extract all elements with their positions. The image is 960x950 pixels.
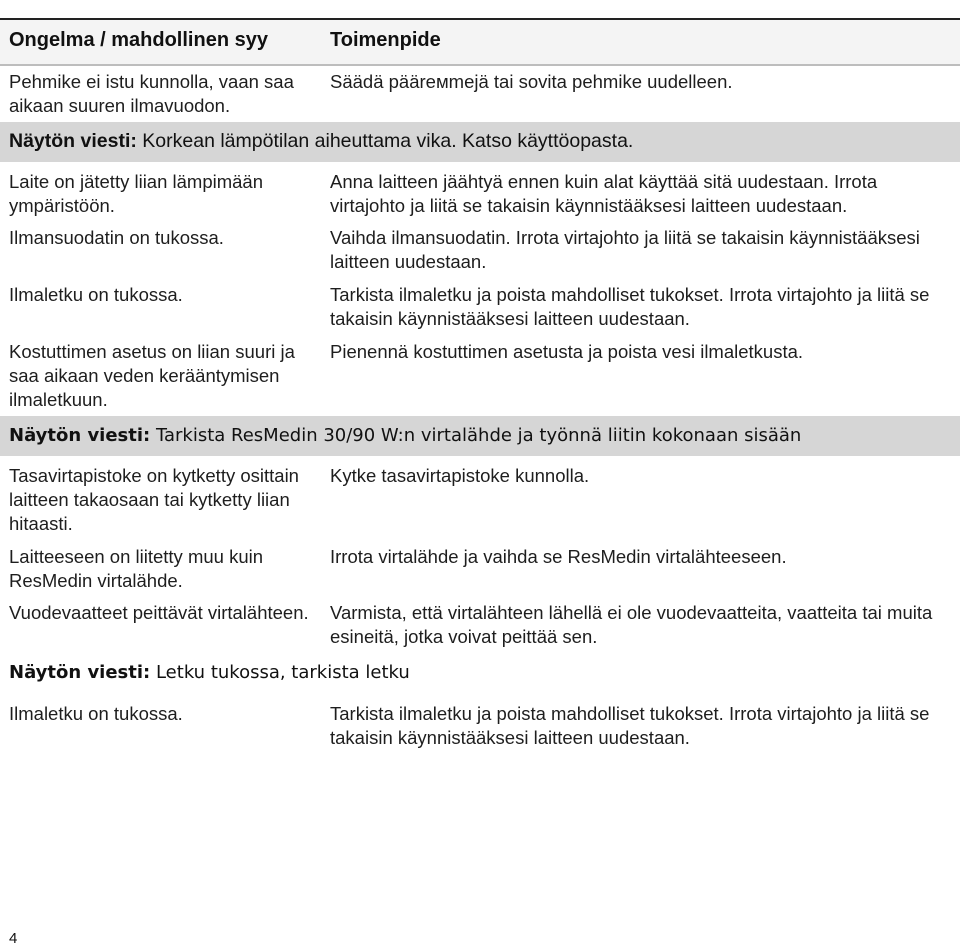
table-header xyxy=(0,20,960,64)
header-rule xyxy=(0,64,960,66)
table-row-action: Tarkista ilmaletku ja poista mahdolliset tukokset. Irrota virtajohto ja liitä se takaisin käynnistääksesi laitteen uudestaan. xyxy=(330,703,930,748)
table-row-action: Anna laitteen jäähtyä ennen kuin alat käyttää sitä uudestaan. Irrota virtajohto ja liitä se takaisin käynnistääksesi laitteen uudestaan. xyxy=(330,171,878,216)
table-row-action: Tarkista ilmaletku ja poista mahdolliset tukokset. Irrota virtajohto ja liitä se takaisin käynnistääksesi laitteen uudestaan. xyxy=(330,284,930,329)
header-action: Toimenpide xyxy=(330,29,441,51)
table-row-action: Pienennä kostuttimen asetusta ja poista vesi ilmaletkusta. xyxy=(330,341,804,362)
section-title xyxy=(9,425,801,446)
table-row-action: Irrota virtalähde ja vaihda se ResMedin virtalähteeseen. xyxy=(330,546,787,567)
table-row-problem: Laitteeseen on liitetty muu kuin ResMedin virtalähde. xyxy=(9,546,264,591)
page-number: 4 xyxy=(9,930,18,947)
section-band-temperature xyxy=(0,122,960,162)
table-row-problem: Ilmaletku on tukossa. xyxy=(9,284,183,305)
section-band-hose-blocked xyxy=(9,662,410,683)
table-row-problem: Pehmike ei istu kunnolla, vaan saa aikaan suuren ilmavuodon. xyxy=(9,71,294,116)
table-row-action: Varmista, että virtalähteen lähellä ei ole vuodevaatteita, vaatteita tai muita esineitä, jotka voivat peittää sen. xyxy=(330,602,933,647)
section-label: Näytön viesti: xyxy=(9,662,151,683)
table-row-problem: Tasavirtapistoke on kytketty osittain laitteen takaosaan tai kytketty liian hitaasti. xyxy=(9,465,299,534)
table-row-problem: Ilmaletku on tukossa. xyxy=(9,703,183,724)
section-message: Tarkista ResMedin 30/90 W:n virtalähde ja työnnä liitin kokonaan sisään xyxy=(150,425,802,446)
table-row-action: Säädä päärемmejä tai sovita pehmike uudelleen. xyxy=(330,71,733,92)
table-row-action: Kytke tasavirtapistoke kunnolla. xyxy=(330,465,590,486)
section-message: Letku tukossa, tarkista letku xyxy=(150,662,410,683)
table-row-problem: Ilmansuodatin on tukossa. xyxy=(9,227,224,248)
section-message: Korkean lämpötilan aiheuttama vika. Katso käyttöopasta. xyxy=(136,130,634,152)
table-row-problem: Laite on jätetty liian lämpimään ympäristöön. xyxy=(9,171,264,216)
table-row-problem: Vuodevaatteet peittävät virtalähteen. xyxy=(9,602,309,623)
section-label: Näytön viesti: xyxy=(9,425,151,446)
table-row-action: Vaihda ilmansuodatin. Irrota virtajohto ja liitä se takaisin käynnistääksesi laitteen uudestaan. xyxy=(330,227,920,272)
header-problem: Ongelma / mahdollinen syy xyxy=(9,29,268,51)
section-label: Näytön viesti: xyxy=(9,130,137,152)
section-band-power-supply xyxy=(0,416,960,456)
table-row-problem: Kostuttimen asetus on liian suuri ja saa aikaan veden kerääntymisen ilmaletkuun. xyxy=(9,341,295,410)
section-title xyxy=(9,130,633,153)
